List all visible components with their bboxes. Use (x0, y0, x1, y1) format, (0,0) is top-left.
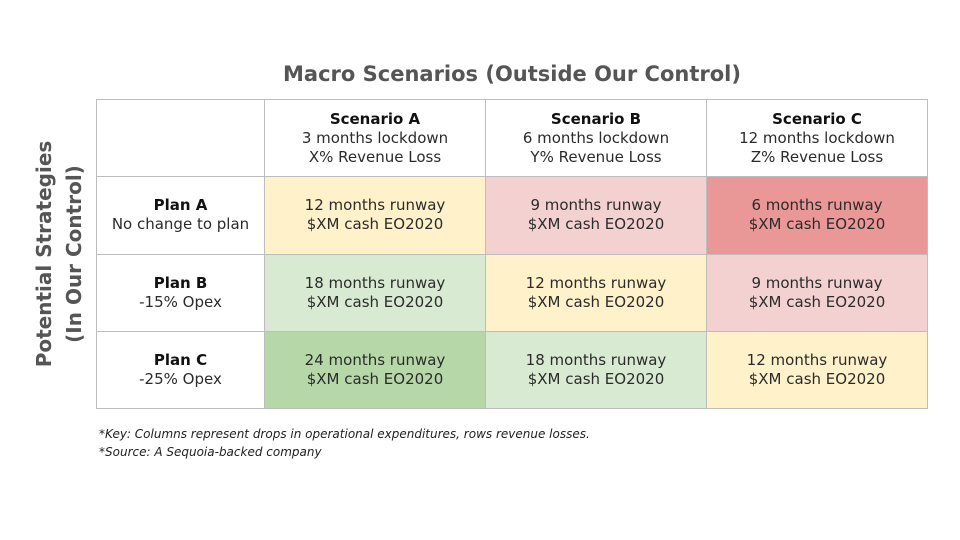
cash-text: $XM cash EO2020 (748, 292, 886, 311)
plan-b-label (97, 254, 265, 331)
runway-text: 9 months runway (530, 196, 662, 215)
scenario-lockdown: 3 months lockdown (301, 128, 449, 147)
side-title-line-1: Potential Strategies (32, 140, 56, 368)
side-title-line-2: (In Our Control) (62, 165, 86, 343)
scenario-b-header (486, 100, 707, 177)
outcome-cell (486, 331, 707, 408)
scenario-a-header (265, 100, 486, 177)
potential-strategies-title (29, 124, 89, 384)
runway-text: 12 months runway (525, 273, 667, 292)
runway-text: 6 months runway (751, 196, 883, 215)
outcome-cell (486, 254, 707, 331)
header-row (97, 100, 928, 177)
scenario-c-header (707, 100, 928, 177)
scenario-lockdown: 6 months lockdown (522, 128, 670, 147)
corner-cell (97, 100, 265, 177)
scenario-lockdown: 12 months lockdown (739, 128, 895, 147)
cash-text: $XM cash EO2020 (306, 292, 444, 311)
plan-a-label (97, 177, 265, 254)
scenario-revenue-loss: Y% Revenue Loss (530, 147, 662, 166)
cash-text: $XM cash EO2020 (306, 369, 444, 388)
scenario-name: Scenario C (772, 109, 862, 128)
plan-name: Plan C (153, 350, 208, 369)
runway-text: 12 months runway (746, 350, 888, 369)
runway-text: 9 months runway (751, 273, 883, 292)
plan-b-row (97, 254, 928, 331)
plan-c-row (97, 331, 928, 408)
outcome-cell (265, 331, 486, 408)
plan-a-row (97, 177, 928, 254)
outcome-cell (265, 177, 486, 254)
key-note: *Key: Columns represent drops in operational expenditures, rows revenue losses. (99, 427, 590, 441)
scenario-revenue-loss: X% Revenue Loss (308, 147, 442, 166)
plan-name: Plan B (153, 273, 208, 292)
plan-desc: -25% Opex (139, 369, 222, 388)
outcome-cell (707, 254, 928, 331)
cash-text: $XM cash EO2020 (748, 369, 886, 388)
scenario-revenue-loss: Z% Revenue Loss (750, 147, 884, 166)
cash-text: $XM cash EO2020 (306, 215, 444, 234)
outcome-cell (707, 177, 928, 254)
runway-text: 12 months runway (304, 196, 446, 215)
macro-scenarios-title: Macro Scenarios (Outside Our Control) (283, 62, 741, 86)
cash-text: $XM cash EO2020 (527, 292, 665, 311)
outcome-cell (707, 331, 928, 408)
cash-text: $XM cash EO2020 (748, 215, 886, 234)
outcome-cell (265, 254, 486, 331)
source-note: *Source: A Sequoia-backed company (99, 445, 322, 459)
plan-name: Plan A (153, 196, 208, 215)
runway-text: 18 months runway (304, 273, 446, 292)
plan-desc: -15% Opex (139, 292, 222, 311)
plan-desc: No change to plan (111, 215, 250, 234)
cash-text: $XM cash EO2020 (527, 369, 665, 388)
outcome-cell (486, 177, 707, 254)
scenario-name: Scenario A (329, 109, 421, 128)
scenario-matrix (96, 99, 928, 409)
runway-text: 24 months runway (304, 350, 446, 369)
footnotes (99, 425, 590, 461)
cash-text: $XM cash EO2020 (527, 215, 665, 234)
plan-c-label (97, 331, 265, 408)
scenario-name: Scenario B (550, 109, 642, 128)
runway-text: 18 months runway (525, 350, 667, 369)
